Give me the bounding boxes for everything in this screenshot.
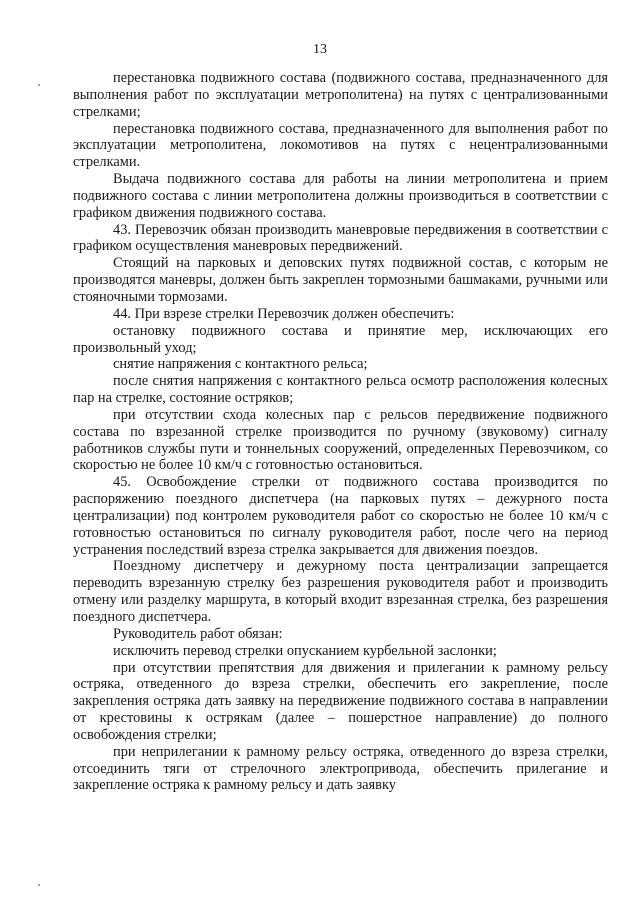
paragraph: Руководитель работ обязан: [113, 625, 283, 642]
paragraph: исключить перевод стрелки опусканием курбельной заслонки; [113, 642, 497, 659]
paragraph: после снятия напряжения с контактного рельса осмотр расположения колесных пар на стрелке, состояние остряков; [73, 373, 608, 407]
paragraph: перестановка подвижного состава (подвижного состава, предназначенного для выполнения работ по эксплуатации метрополитена) на путях с централизованными стрелками; [73, 70, 608, 120]
paragraph: 43. Перевозчик обязан производить маневровые передвижения в соответствии с графиком осуществления маневровых передвижений. [73, 221, 608, 255]
paragraph: 44. При взрезе стрелки Перевозчик должен обеспечить: [113, 305, 455, 322]
paragraph: Поездному диспетчеру и дежурному поста централизации запрещается переводить взрезанную стрелку без разрешения руководителя работ и производить отмену или разделку маршрута, в который входит взрезанная стрелка, без разрешения поездного диспетчера. [73, 558, 608, 625]
paragraph: Стоящий на парковых и деповских путях подвижной состав, с которым не производятся маневры, должен быть закреплен тормозными башмаками, ручными или стояночными тормозами. [73, 255, 608, 305]
paragraph: остановку подвижного состава и принятие мер, исключающих его произвольный уход; [73, 322, 608, 356]
paragraph: 45. Освобождение стрелки от подвижного состава производится по распоряжению поездного диспетчера (на парковых путях – дежурного поста централизации) под контролем руководителя работ со скоростью не более 10 км/ч с готовностью остановиться по сигналу руководителя работ, после чего на период устранения последствий взреза стрелка закрывается для движения поездов. [73, 474, 608, 558]
paragraph: при неприлегании к рамному рельсу остряка, отведенного до взреза стрелки, отсоединить тяги от стрелочного электропривода, обеспечить прилегание и закрепление остряка к рамному рельсу и дать заявку [73, 743, 608, 794]
margin-mark [38, 884, 40, 886]
document-body [73, 70, 608, 794]
paragraph: Выдача подвижного состава для работы на линии метрополитена и прием подвижного состава с линии метрополитена должны производиться в соответствии с графиком движения подвижного состава. [73, 171, 608, 221]
paragraph: при отсутствии схода колесных пар с рельсов передвижение подвижного состава по взрезанной стрелке производится по ручному (звуковому) сигналу работников службы пути и тоннельных сооружений, определенных Перевозчиком, со скоростью не более 10 км/ч с готовностью остановиться. [73, 406, 608, 474]
margin-mark [38, 84, 40, 86]
page-number: 13 [313, 42, 327, 57]
paragraph: перестановка подвижного состава, предназначенного для выполнения работ по эксплуатации метрополитена, локомотивов на путях с нецентрализованными стрелками. [73, 120, 608, 171]
paragraph: при отсутствии препятствия для движения и прилегании к рамному рельсу остряка, отведенного до взреза стрелки, обеспечить его закрепление, после закрепления остряка дать заявку на передвижение подвижного состава в направлении от крестовины к острякам (далее – пошерстное направление) до полного освобождения стрелки; [73, 659, 608, 743]
paragraph: снятие напряжения с контактного рельса; [113, 356, 368, 373]
